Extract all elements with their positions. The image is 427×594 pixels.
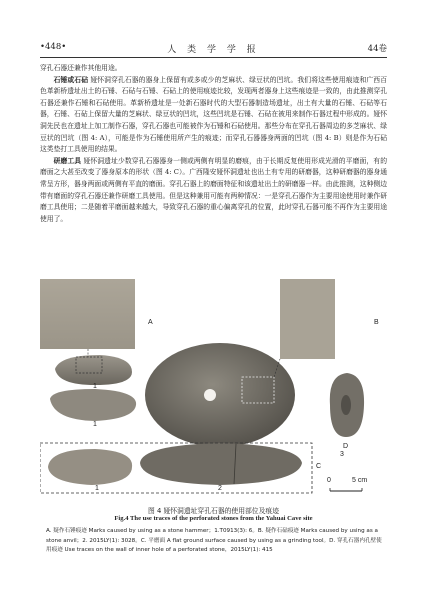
label-c: C [316,463,322,470]
label-b: B [374,319,379,326]
running-header [40,42,387,56]
stone-2-side-view [140,443,302,485]
label-stone-2: 2 [218,485,222,492]
body-text [40,63,387,225]
paragraph-1: 石锤或石砧 娅怀洞穿孔石器的器身上保留有或多或少的芝麻状、绿豆状的凹坑。我们将这些使用痕迹和广西百色革新桥遗址出土的石锤、石砧与石锤、石砧上的使用痕迹比较，发现两者器身上这些痕迹是一致的，由此推测穿孔石器还兼作石锤和石砧使用。革新桥遗址是一处新石器时代的大型石器制造场遗址，出土有大量的石锤、石砧等石器，石锤、石砧上保留大量的芝麻状、绿豆状的凹坑，这些凹坑是石锤、石砧在被用来制作石器过程中形成的。娅怀洞先民也在遗址上加工制作石器，穿孔石器也可能被作为石锤和石砧使用。那些分布在穿孔石器周边的多芝麻状、绿豆状的凹坑（图 4: A），可能是作为石锤使用所产生的痕迹；而穿孔石器器身两面的凹坑（图 4: B）则是作为石砧这类垫打工具使用的结果。 [40,75,387,154]
journal-title: 人 类 学 学 报 [167,45,260,55]
caption-note: A. 疑作石锤痕迹 Marks caused by using as a stone hammer；1.T0913(3): 6。B. 疑作石砧痕迹 Marks caused by using as a stone anvil；2. 2015LY(1): 3028。C. 平磨面 A flat ground surface caused by using as a grinding tool。D. 穿孔石器内孔壁使用痕迹 Use traces on the wall of inner hole of a perforated stone，2015LY(1): 415 [46,528,382,553]
detail-photo-b [280,279,335,359]
stone-1-side-view [55,355,132,385]
caption-chinese: 图 4 娅怀洞遗址穿孔石器的使用部位及痕迹 [148,507,279,515]
scale-label: 5 cm [352,477,368,484]
scale-zero: 0 [327,477,331,484]
label-stone-1: 1 [95,485,99,492]
paragraph-0: 穿孔石器还兼作其他用途。 [40,64,122,72]
stone-1-grinding-view [48,449,132,485]
label-stone-1: 1 [93,421,97,428]
paragraph-heading: 石锤或石砧 [53,75,89,84]
label-a: A [148,319,153,326]
figure-4 [40,277,387,499]
stone-3-hole [341,395,351,415]
stone-2-perforated [145,343,295,447]
label-d: D [343,443,349,450]
paragraph-2: 研磨工具 娅怀洞遗址少数穿孔石器器身一侧或两侧有明显的磨痕，由于长期反复使用形成光滑的平磨面，有的磨面之大甚至改变了器身原本的形状（图 4: C）。广西隆安娅怀洞遗址也出土有专用的研磨器，这种研磨器的器身通常呈方形，器身两面或两侧有平直的磨面。穿孔石器上的磨面特征和该遗址出土的研磨器一样。由此推测，这种侧边带有磨面的穿孔石器还兼作研磨工具使用。但是这种兼用可能有两种情况：一是穿孔石器作为主要用途使用时兼作研磨工具使用；二是随着平磨面越来越大，导致穿孔石器的重心偏离穿孔的位置，此时穿孔石器可能不再作为主要用途使用了。 [40,156,387,223]
page-number: •448• [40,42,67,52]
label-stone-1: 1 [93,383,97,390]
detail-photo-a-texture [40,279,135,349]
paragraph-heading: 研磨工具 [53,156,82,165]
stone-1-face-view [50,389,136,421]
label-stone-3: 3 [340,451,344,458]
stone-2-hole [204,389,216,401]
caption-english: Fig.4 The use traces of the perforated stones from the Yahuai Cave site [114,515,313,522]
volume-label: 44卷 [367,44,387,54]
header-rule [40,57,387,58]
